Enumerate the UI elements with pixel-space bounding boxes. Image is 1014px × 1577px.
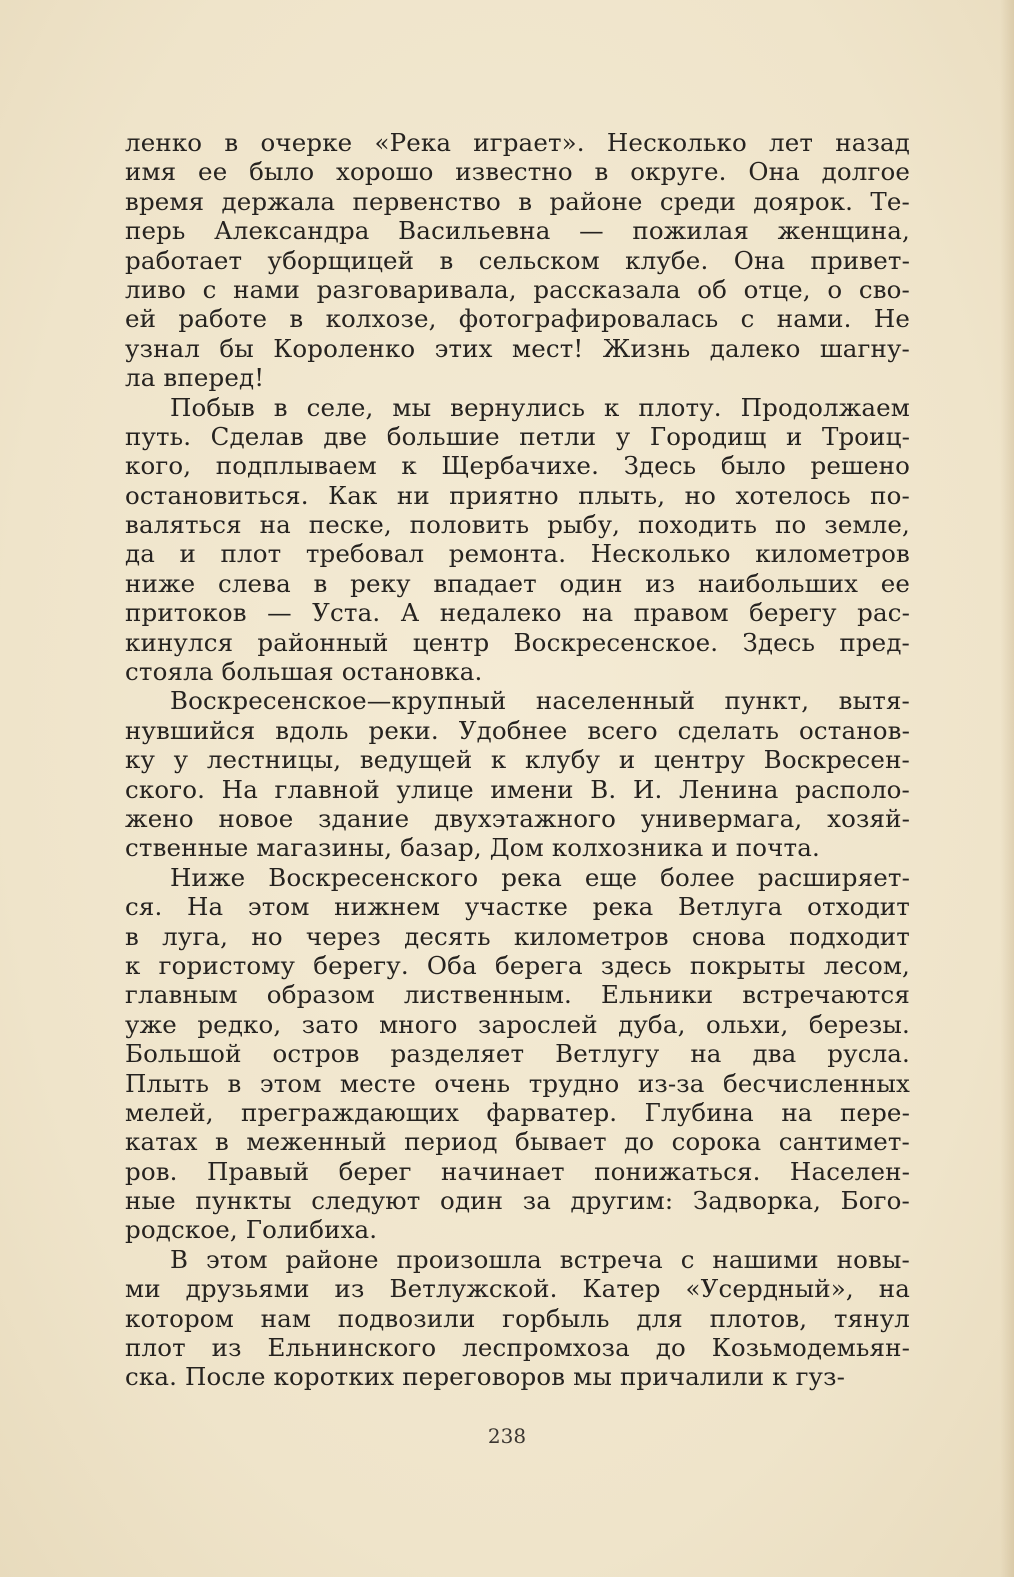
text-line: кинулся районный центр Воскресенское. Здесь пред- — [125, 627, 910, 657]
text-line: В этом районе произошла встреча с нашими новы- — [170, 1244, 910, 1274]
text-line: ров. Правый берег начинает понижаться. Населен- — [125, 1156, 910, 1186]
text-line: кого, подплываем к Щербачихе. Здесь было решено — [125, 451, 910, 481]
text-line: ниже слева в реку впадает один из наибольших ее — [125, 568, 910, 598]
text-line: к гористому берегу. Оба берега здесь покрыты лесом, — [125, 950, 910, 980]
page-edge-shadow — [1000, 0, 1014, 1577]
text-line: Ниже Воскресенского река еще более расширяет- — [170, 862, 910, 892]
text-line: жено новое здание двухэтажного универмага, хозяй- — [125, 803, 910, 833]
text-line: ливо с нами разговаривала, рассказала об отце, о сво- — [125, 274, 910, 304]
paragraph — [125, 1245, 910, 1392]
text-line: ми друзьями из Ветлужской. Катер «Усердный», на — [125, 1274, 910, 1304]
text-line: перь Александра Васильевна — пожилая женщина, — [125, 216, 910, 246]
body-text — [125, 128, 910, 1392]
text-line: мелей, преграждающих фарватер. Глубина на пере- — [125, 1097, 910, 1127]
text-line: плот из Ельнинского леспромхоза до Козьмодемьян- — [125, 1333, 910, 1363]
text-line: да и плот требовал ремонта. Несколько километров — [125, 539, 910, 569]
text-line: уже редко, зато много зарослей дуба, ольхи, березы. — [125, 1009, 910, 1039]
paragraph — [125, 128, 910, 393]
text-line: нувшийся вдоль реки. Удобнее всего сделать останов- — [125, 715, 910, 745]
paragraph — [125, 393, 910, 687]
text-line: имя ее было хорошо известно в округе. Она долгое — [125, 157, 910, 187]
text-line: узнал бы Короленко этих мест! Жизнь далеко шагну- — [125, 333, 910, 363]
text-line: главным образом лиственным. Ельники встречаются — [125, 980, 910, 1010]
text-line: Побыв в селе, мы вернулись к плоту. Продолжаем — [170, 392, 910, 422]
text-line: котором нам подвозили горбыль для плотов, тянул — [125, 1303, 910, 1333]
text-line: работает уборщицей в сельском клубе. Она привет- — [125, 245, 910, 275]
paragraph — [125, 863, 910, 1245]
text-line: остановиться. Как ни приятно плыть, но хотелось по- — [125, 480, 910, 510]
text-line: стояла большая остановка. — [125, 657, 483, 687]
text-line: ска. После коротких переговоров мы причалили к гуз- — [125, 1362, 846, 1392]
text-line: путь. Сделав две большие петли у Городищ и Троиц- — [125, 421, 910, 451]
text-line: ского. На главной улице имени В. И. Ленина располо- — [125, 774, 910, 804]
text-line: ей работе в колхозе, фотографировалась с нами. Не — [125, 304, 910, 334]
text-line: время держала первенство в районе среди доярок. Те- — [125, 186, 910, 216]
text-line: Большой остров разделяет Ветлугу на два русла. — [125, 1039, 910, 1069]
text-line: родское, Голибиха. — [125, 1215, 378, 1245]
text-line: ся. На этом нижнем участке река Ветлуга отходит — [125, 892, 910, 922]
text-line: ственные магазины, базар, Дом колхозника и почта. — [125, 833, 820, 863]
text-line: Плыть в этом месте очень трудно из-за бесчисленных — [125, 1068, 910, 1098]
text-line: катах в меженный период бывает до сорока сантимет- — [125, 1127, 910, 1157]
text-line: ку у лестницы, ведущей к клубу и центру Воскресен- — [125, 745, 910, 775]
text-line: ла вперед! — [125, 363, 265, 393]
text-line: в луга, но через десять километров снова подходит — [125, 921, 910, 951]
text-line: Воскресенское—крупный населенный пункт, вытя- — [170, 686, 910, 716]
text-line: валяться на песке, половить рыбу, походить по земле, — [125, 510, 910, 540]
text-line: ленко в очерке «Река играет». Несколько лет назад — [125, 128, 910, 157]
paragraph — [125, 686, 910, 862]
text-line: притоков — Уста. А недалеко на правом берегу рас- — [125, 598, 910, 628]
page-number: 238 — [487, 1424, 527, 1448]
text-line: ные пункты следуют один за другим: Задворка, Бого- — [125, 1186, 910, 1216]
